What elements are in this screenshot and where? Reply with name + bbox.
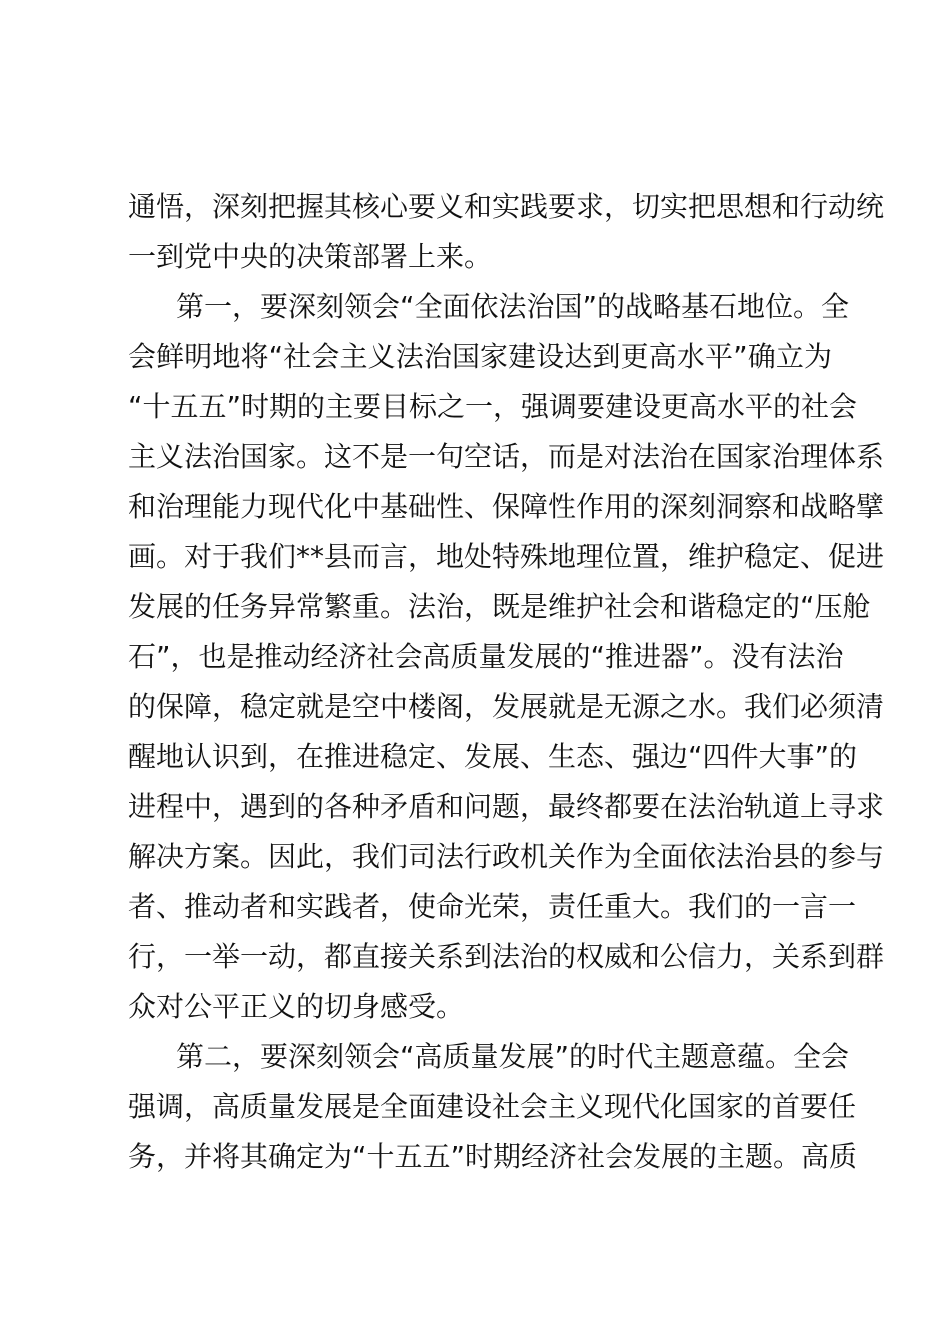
text-line: 第一，要深刻领会“全面依法治国”的战略基石地位。全: [176, 290, 850, 323]
text-line: 众对公平正义的切身感受。: [128, 990, 465, 1023]
text-line: 发展的任务异常繁重。法治，既是维护社会和谐稳定的“压舱: [128, 590, 871, 623]
text-line: 解决方案。因此，我们司法行政机关作为全面依法治县的参与: [128, 840, 885, 873]
text-line: 会鲜明地将“社会主义法治国家建设达到更高水平”确立为: [128, 340, 832, 373]
text-line: 第二，要深刻领会“高质量发展”的时代主题意蕴。全会: [176, 1040, 850, 1073]
text-line: 的保障，稳定就是空中楼阁，发展就是无源之水。我们必须清: [128, 690, 885, 723]
text-line: 者、推动者和实践者，使命光荣，责任重大。我们的一言一: [128, 890, 857, 923]
text-line: 通悟，深刻把握其核心要义和实践要求，切实把思想和行动统: [128, 190, 885, 223]
text-line: 一到党中央的决策部署上来。: [128, 240, 493, 273]
text-line: 主义法治国家。这不是一句空话，而是对法治在国家治理体系: [128, 440, 885, 473]
text-line: 进程中，遇到的各种矛盾和问题，最终都要在法治轨道上寻求: [128, 790, 885, 823]
document-page: [128, 182, 885, 1182]
text-line: 石”，也是推动经济社会高质量发展的“推进器”。没有法治: [128, 640, 844, 673]
paragraph-point-one: [128, 282, 885, 1032]
text-line: 和治理能力现代化中基础性、保障性作用的深刻洞察和战略擘: [128, 490, 885, 523]
text-line: 务，并将其确定为“十五五”时期经济社会发展的主题。高质: [128, 1140, 858, 1173]
text-line: 醒地认识到，在推进稳定、发展、生态、强边“四件大事”的: [128, 740, 858, 773]
text-line: 强调，高质量发展是全面建设社会主义现代化国家的首要任: [128, 1090, 857, 1123]
paragraph-point-two: [128, 1032, 858, 1182]
text-line: “十五五”时期的主要目标之一，强调要建设更高水平的社会: [128, 390, 858, 423]
text-line: 画。对于我们**县而言，地处特殊地理位置，维护稳定、促进: [128, 540, 885, 573]
text-line: 行，一举一动，都直接关系到法治的权威和公信力，关系到群: [128, 940, 885, 973]
paragraph-intro-continuation: [128, 182, 885, 282]
